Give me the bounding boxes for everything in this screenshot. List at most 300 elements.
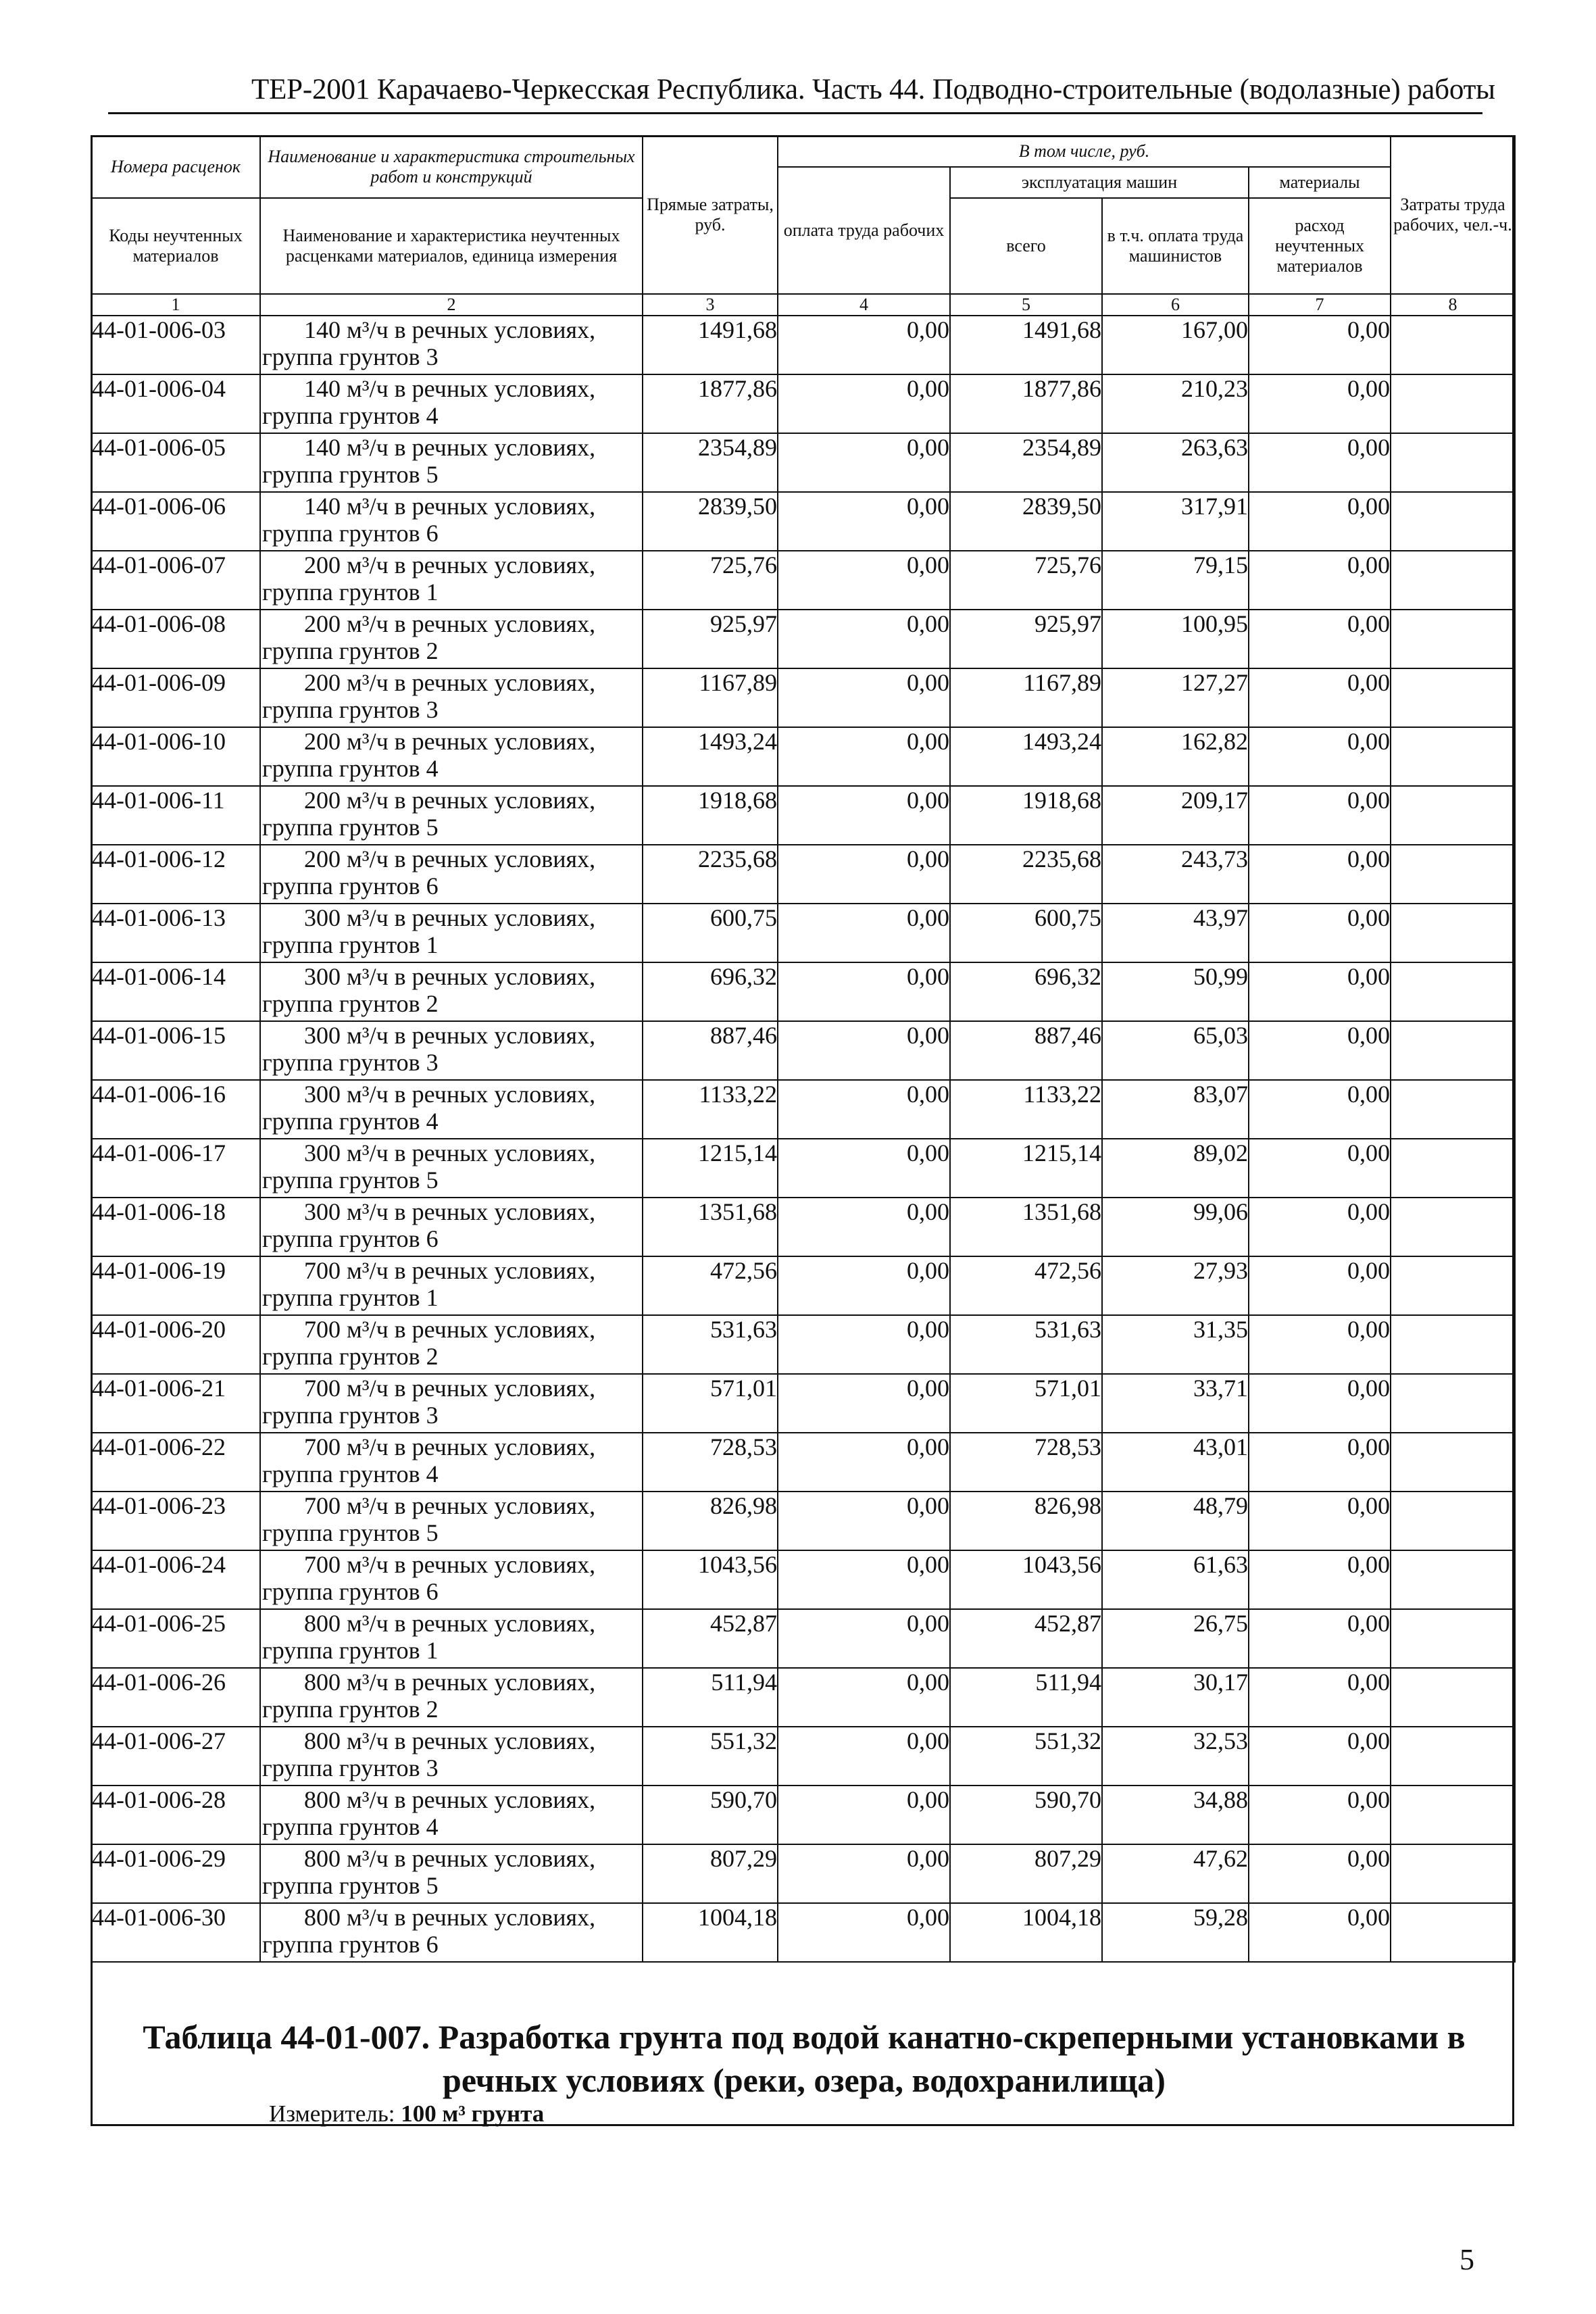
table-row (91, 786, 1515, 845)
direct-costs-value: 531,63 (643, 1315, 778, 1374)
work-description (260, 786, 643, 845)
worker-wages-value: 0,00 (778, 433, 950, 492)
header-rule (108, 112, 1482, 114)
capacity-text: 800 м³/ч в речных условиях, (304, 1845, 596, 1872)
meter-line (269, 2100, 544, 2127)
capacity-text: 800 м³/ч в речных условиях, (304, 1610, 596, 1637)
materials-value: 0,00 (1249, 1668, 1391, 1727)
machine-operation-value: 725,76 (950, 551, 1102, 610)
machine-operation-value: 472,56 (950, 1256, 1102, 1315)
rate-code: 44-01-006-24 (91, 1550, 260, 1609)
machinist-wages-value: 34,88 (1102, 1786, 1249, 1844)
labor-costs-value (1391, 1315, 1515, 1374)
rate-code: 44-01-006-10 (91, 727, 260, 786)
machinist-wages-value: 209,17 (1102, 786, 1249, 845)
labor-costs-value (1391, 845, 1515, 904)
capacity-text: 700 м³/ч в речных условиях, (304, 1433, 596, 1460)
labor-costs-value (1391, 1198, 1515, 1256)
header-rate-numbers: Номера расценок (91, 136, 260, 198)
direct-costs-value: 472,56 (643, 1256, 778, 1315)
materials-value: 0,00 (1249, 316, 1391, 374)
table-row (91, 610, 1515, 668)
rate-code: 44-01-006-30 (91, 1903, 260, 1962)
materials-value: 0,00 (1249, 433, 1391, 492)
rate-code: 44-01-006-28 (91, 1786, 260, 1844)
labor-costs-value (1391, 962, 1515, 1021)
labor-costs-value (1391, 1080, 1515, 1139)
soil-group-text: группа грунтов 5 (262, 1519, 439, 1546)
work-description (260, 1374, 643, 1433)
work-description (260, 1668, 643, 1727)
machine-operation-value: 1167,89 (950, 668, 1102, 727)
materials-value: 0,00 (1249, 786, 1391, 845)
machinist-wages-value: 100,95 (1102, 610, 1249, 668)
materials-value: 0,00 (1249, 1080, 1391, 1139)
rate-code: 44-01-006-18 (91, 1198, 260, 1256)
work-description (260, 1609, 643, 1668)
soil-group-text: группа грунтов 6 (262, 1225, 439, 1252)
machine-operation-value: 1351,68 (950, 1198, 1102, 1256)
table-row (91, 1433, 1515, 1492)
materials-value: 0,00 (1249, 1727, 1391, 1786)
machine-operation-value: 571,01 (950, 1374, 1102, 1433)
labor-costs-value (1391, 551, 1515, 610)
worker-wages-value: 0,00 (778, 1786, 950, 1844)
work-description (260, 1492, 643, 1550)
machine-operation-value: 452,87 (950, 1609, 1102, 1668)
machine-operation-value: 1004,18 (950, 1903, 1102, 1962)
rate-code: 44-01-006-19 (91, 1256, 260, 1315)
labor-costs-value (1391, 668, 1515, 727)
materials-value: 0,00 (1249, 1550, 1391, 1609)
worker-wages-value: 0,00 (778, 610, 950, 668)
capacity-text: 300 м³/ч в речных условиях, (304, 1022, 596, 1049)
capacity-text: 140 м³/ч в речных условиях, (304, 493, 596, 520)
soil-group-text: группа грунтов 1 (262, 1284, 439, 1311)
direct-costs-value: 590,70 (643, 1786, 778, 1844)
soil-group-text: группа грунтов 1 (262, 1637, 439, 1664)
worker-wages-value: 0,00 (778, 1844, 950, 1903)
materials-value: 0,00 (1249, 1492, 1391, 1550)
capacity-text: 700 м³/ч в речных условиях, (304, 1375, 596, 1402)
materials-value: 0,00 (1249, 727, 1391, 786)
machine-operation-value: 826,98 (950, 1492, 1102, 1550)
machinist-wages-value: 83,07 (1102, 1080, 1249, 1139)
labor-costs-value (1391, 727, 1515, 786)
direct-costs-value: 1351,68 (643, 1198, 778, 1256)
soil-group-text: группа грунтов 5 (262, 1872, 439, 1899)
materials-value: 0,00 (1249, 845, 1391, 904)
machine-operation-value: 1493,24 (950, 727, 1102, 786)
header-materials: материалы (1249, 167, 1391, 198)
table-row (91, 316, 1515, 374)
worker-wages-value: 0,00 (778, 1256, 950, 1315)
work-description (260, 1256, 643, 1315)
direct-costs-value: 511,94 (643, 1668, 778, 1727)
machinist-wages-value: 79,15 (1102, 551, 1249, 610)
soil-group-text: группа грунтов 4 (262, 755, 439, 782)
direct-costs-value: 1918,68 (643, 786, 778, 845)
column-number: 7 (1249, 294, 1391, 316)
soil-group-text: группа грунтов 2 (262, 1696, 439, 1723)
capacity-text: 700 м³/ч в речных условиях, (304, 1551, 596, 1578)
header-including: В том числе, руб. (778, 136, 1391, 167)
capacity-text: 800 м³/ч в речных условиях, (304, 1669, 596, 1696)
direct-costs-value: 1004,18 (643, 1903, 778, 1962)
capacity-text: 300 м³/ч в речных условиях, (304, 1139, 596, 1166)
work-description (260, 668, 643, 727)
direct-costs-value: 1877,86 (643, 374, 778, 433)
worker-wages-value: 0,00 (778, 492, 950, 551)
labor-costs-value (1391, 1609, 1515, 1668)
labor-costs-value (1391, 1668, 1515, 1727)
header-direct-costs: Прямые затраты, руб. (643, 136, 778, 294)
table-row (91, 1668, 1515, 1727)
header-machines-total: всего (950, 198, 1102, 294)
table-row (91, 1374, 1515, 1433)
header-machinist-wages: в т.ч. оплата труда машинистов (1102, 198, 1249, 294)
table-row (91, 1844, 1515, 1903)
labor-costs-value (1391, 1844, 1515, 1903)
direct-costs-value: 571,01 (643, 1374, 778, 1433)
worker-wages-value: 0,00 (778, 551, 950, 610)
work-description (260, 492, 643, 551)
labor-costs-value (1391, 492, 1515, 551)
capacity-text: 200 м³/ч в речных условиях, (304, 845, 596, 872)
column-number: 4 (778, 294, 950, 316)
machinist-wages-value: 27,93 (1102, 1256, 1249, 1315)
capacity-text: 200 м³/ч в речных условиях, (304, 610, 596, 637)
materials-value: 0,00 (1249, 904, 1391, 962)
rate-code: 44-01-006-04 (91, 374, 260, 433)
materials-value: 0,00 (1249, 1256, 1391, 1315)
machine-operation-value: 2839,50 (950, 492, 1102, 551)
table-row (91, 904, 1515, 962)
table-row (91, 1256, 1515, 1315)
materials-value: 0,00 (1249, 1021, 1391, 1080)
capacity-text: 300 м³/ч в речных условиях, (304, 1198, 596, 1225)
materials-value: 0,00 (1249, 1198, 1391, 1256)
rate-code: 44-01-006-26 (91, 1668, 260, 1727)
worker-wages-value: 0,00 (778, 316, 950, 374)
section-title: Таблица 44-01-007. Разработка грунта под водой канатно-скреперными установками в речных условиях (реки, озера, водохранилища) (143, 2018, 1466, 2099)
worker-wages-value: 0,00 (778, 1609, 950, 1668)
table-row (91, 492, 1515, 551)
materials-value: 0,00 (1249, 1433, 1391, 1492)
capacity-text: 300 м³/ч в речных условиях, (304, 963, 596, 990)
soil-group-text: группа грунтов 1 (262, 931, 439, 958)
rate-code: 44-01-006-13 (91, 904, 260, 962)
machinist-wages-value: 43,97 (1102, 904, 1249, 962)
table-row (91, 1315, 1515, 1374)
capacity-text: 200 м³/ч в речных условиях, (304, 787, 596, 814)
materials-value: 0,00 (1249, 1374, 1391, 1433)
machinist-wages-value: 50,99 (1102, 962, 1249, 1021)
header-machine-operation: эксплуатация машин (950, 167, 1249, 198)
machinist-wages-value: 243,73 (1102, 845, 1249, 904)
work-description (260, 374, 643, 433)
work-description (260, 845, 643, 904)
table-row (91, 433, 1515, 492)
machinist-wages-value: 33,71 (1102, 1374, 1249, 1433)
worker-wages-value: 0,00 (778, 374, 950, 433)
labor-costs-value (1391, 1256, 1515, 1315)
machine-operation-value: 1133,22 (950, 1080, 1102, 1139)
work-description (260, 962, 643, 1021)
machine-operation-value: 531,63 (950, 1315, 1102, 1374)
capacity-text: 700 м³/ч в речных условиях, (304, 1492, 596, 1519)
work-description (260, 727, 643, 786)
direct-costs-value: 551,32 (643, 1727, 778, 1786)
machinist-wages-value: 47,62 (1102, 1844, 1249, 1903)
materials-value: 0,00 (1249, 374, 1391, 433)
header-work-name: Наименование и характеристика строительных работ и конструкций (260, 136, 643, 198)
header-unaccounted-codes: Коды неучтенных материалов (91, 198, 260, 294)
materials-value: 0,00 (1249, 1786, 1391, 1844)
table-row (91, 727, 1515, 786)
worker-wages-value: 0,00 (778, 1492, 950, 1550)
direct-costs-value: 1491,68 (643, 316, 778, 374)
capacity-text: 140 м³/ч в речных условиях, (304, 434, 596, 461)
column-number: 6 (1102, 294, 1249, 316)
labor-costs-value (1391, 1903, 1515, 1962)
meter-value: 100 м³ грунта (401, 2100, 545, 2127)
rate-code: 44-01-006-21 (91, 1374, 260, 1433)
worker-wages-value: 0,00 (778, 1903, 950, 1962)
table-row (91, 1021, 1515, 1080)
machinist-wages-value: 210,23 (1102, 374, 1249, 433)
soil-group-text: группа грунтов 6 (262, 1931, 439, 1958)
machine-operation-value: 807,29 (950, 1844, 1102, 1903)
rate-code: 44-01-006-16 (91, 1080, 260, 1139)
work-description (260, 1433, 643, 1492)
direct-costs-value: 2839,50 (643, 492, 778, 551)
soil-group-text: группа грунтов 5 (262, 1166, 439, 1193)
direct-costs-value: 728,53 (643, 1433, 778, 1492)
rate-code: 44-01-006-03 (91, 316, 260, 374)
labor-costs-value (1391, 433, 1515, 492)
work-description (260, 1550, 643, 1609)
soil-group-text: группа грунтов 5 (262, 814, 439, 841)
table-row (91, 962, 1515, 1021)
work-description (260, 1080, 643, 1139)
rate-code: 44-01-006-29 (91, 1844, 260, 1903)
rate-code: 44-01-006-27 (91, 1727, 260, 1786)
labor-costs-value (1391, 1021, 1515, 1080)
table-row (91, 1492, 1515, 1550)
machine-operation-value: 2354,89 (950, 433, 1102, 492)
soil-group-text: группа грунтов 4 (262, 402, 439, 429)
capacity-text: 700 м³/ч в речных условиях, (304, 1257, 596, 1284)
work-description (260, 610, 643, 668)
capacity-text: 300 м³/ч в речных условиях, (304, 1081, 596, 1108)
worker-wages-value: 0,00 (778, 1668, 950, 1727)
page-number: 5 (1460, 2243, 1474, 2276)
capacity-text: 200 м³/ч в речных условиях, (304, 551, 596, 578)
capacity-text: 800 м³/ч в речных условиях, (304, 1904, 596, 1931)
soil-group-text: группа грунтов 1 (262, 578, 439, 606)
capacity-text: 700 м³/ч в речных условиях, (304, 1316, 596, 1343)
machine-operation-value: 1491,68 (950, 316, 1102, 374)
machine-operation-value: 728,53 (950, 1433, 1102, 1492)
direct-costs-value: 452,87 (643, 1609, 778, 1668)
rate-code: 44-01-006-12 (91, 845, 260, 904)
capacity-text: 800 м³/ч в речных условиях, (304, 1727, 596, 1754)
table-row (91, 1198, 1515, 1256)
worker-wages-value: 0,00 (778, 727, 950, 786)
worker-wages-value: 0,00 (778, 904, 950, 962)
table-row (91, 1139, 1515, 1198)
direct-costs-value: 2235,68 (643, 845, 778, 904)
table-row (91, 374, 1515, 433)
machine-operation-value: 2235,68 (950, 845, 1102, 904)
column-number: 2 (260, 294, 643, 316)
header-labor-costs: Затраты труда рабочих, чел.-ч. (1391, 136, 1515, 294)
machine-operation-value: 600,75 (950, 904, 1102, 962)
direct-costs-value: 725,76 (643, 551, 778, 610)
column-number-row (91, 294, 1515, 316)
soil-group-text: группа грунтов 4 (262, 1108, 439, 1135)
machine-operation-value: 925,97 (950, 610, 1102, 668)
machine-operation-value: 1877,86 (950, 374, 1102, 433)
machinist-wages-value: 59,28 (1102, 1903, 1249, 1962)
work-description (260, 1021, 643, 1080)
capacity-text: 200 м³/ч в речных условиях, (304, 728, 596, 755)
worker-wages-value: 0,00 (778, 668, 950, 727)
materials-value: 0,00 (1249, 610, 1391, 668)
worker-wages-value: 0,00 (778, 786, 950, 845)
meter-label: Измеритель: (269, 2100, 395, 2127)
labor-costs-value (1391, 1492, 1515, 1550)
materials-value: 0,00 (1249, 492, 1391, 551)
rate-code: 44-01-006-07 (91, 551, 260, 610)
machinist-wages-value: 89,02 (1102, 1139, 1249, 1198)
work-description (260, 316, 643, 374)
machinist-wages-value: 162,82 (1102, 727, 1249, 786)
machinist-wages-value: 127,27 (1102, 668, 1249, 727)
table-row (91, 1550, 1515, 1609)
materials-value: 0,00 (1249, 1139, 1391, 1198)
direct-costs-value: 600,75 (643, 904, 778, 962)
work-description (260, 1139, 643, 1198)
rate-code: 44-01-006-17 (91, 1139, 260, 1198)
soil-group-text: группа грунтов 2 (262, 1343, 439, 1370)
soil-group-text: группа грунтов 4 (262, 1813, 439, 1840)
machine-operation-value: 887,46 (950, 1021, 1102, 1080)
labor-costs-value (1391, 786, 1515, 845)
soil-group-text: группа грунтов 6 (262, 520, 439, 547)
worker-wages-value: 0,00 (778, 1433, 950, 1492)
table-row (91, 845, 1515, 904)
direct-costs-value: 925,97 (643, 610, 778, 668)
header-unaccounted-consumption: расход неучтенных материалов (1249, 198, 1391, 294)
labor-costs-value (1391, 1786, 1515, 1844)
rates-table-body (91, 316, 1515, 1962)
direct-costs-value: 696,32 (643, 962, 778, 1021)
materials-value: 0,00 (1249, 551, 1391, 610)
worker-wages-value: 0,00 (778, 1080, 950, 1139)
labor-costs-value (1391, 610, 1515, 668)
machinist-wages-value: 31,35 (1102, 1315, 1249, 1374)
materials-value: 0,00 (1249, 1609, 1391, 1668)
worker-wages-value: 0,00 (778, 1727, 950, 1786)
machinist-wages-value: 317,91 (1102, 492, 1249, 551)
soil-group-text: группа грунтов 3 (262, 696, 439, 723)
soil-group-text: группа грунтов 6 (262, 1578, 439, 1605)
materials-value: 0,00 (1249, 1315, 1391, 1374)
table-row (91, 668, 1515, 727)
rate-code: 44-01-006-09 (91, 668, 260, 727)
rate-code: 44-01-006-15 (91, 1021, 260, 1080)
soil-group-text: группа грунтов 6 (262, 872, 439, 900)
machine-operation-value: 551,32 (950, 1727, 1102, 1786)
machinist-wages-value: 263,63 (1102, 433, 1249, 492)
worker-wages-value: 0,00 (778, 1374, 950, 1433)
work-description (260, 1315, 643, 1374)
work-description (260, 1727, 643, 1786)
labor-costs-value (1391, 1550, 1515, 1609)
table-row (91, 1609, 1515, 1668)
work-description (260, 1198, 643, 1256)
machinist-wages-value: 32,53 (1102, 1727, 1249, 1786)
direct-costs-value: 1167,89 (643, 668, 778, 727)
materials-value: 0,00 (1249, 962, 1391, 1021)
machinist-wages-value: 99,06 (1102, 1198, 1249, 1256)
rate-code: 44-01-006-14 (91, 962, 260, 1021)
rate-code: 44-01-006-22 (91, 1433, 260, 1492)
table-row (91, 551, 1515, 610)
rate-code: 44-01-006-23 (91, 1492, 260, 1550)
running-header: ТЕР-2001 Карачаево-Черкесская Республика. Часть 44. Подводно-строительные (водолазные) работы (251, 74, 1495, 105)
labor-costs-value (1391, 1433, 1515, 1492)
direct-costs-value: 2354,89 (643, 433, 778, 492)
table-row (91, 1727, 1515, 1786)
work-description (260, 904, 643, 962)
rate-code: 44-01-006-05 (91, 433, 260, 492)
capacity-text: 800 м³/ч в речных условиях, (304, 1786, 596, 1813)
labor-costs-value (1391, 904, 1515, 962)
rate-code: 44-01-006-20 (91, 1315, 260, 1374)
machine-operation-value: 696,32 (950, 962, 1102, 1021)
worker-wages-value: 0,00 (778, 1550, 950, 1609)
labor-costs-value (1391, 1374, 1515, 1433)
materials-value: 0,00 (1249, 668, 1391, 727)
direct-costs-value: 807,29 (643, 1844, 778, 1903)
labor-costs-value (1391, 1139, 1515, 1198)
materials-value: 0,00 (1249, 1844, 1391, 1903)
labor-costs-value (1391, 316, 1515, 374)
work-description (260, 1844, 643, 1903)
soil-group-text: группа грунтов 2 (262, 990, 439, 1017)
column-number: 5 (950, 294, 1102, 316)
machine-operation-value: 1043,56 (950, 1550, 1102, 1609)
direct-costs-value: 1493,24 (643, 727, 778, 786)
machine-operation-value: 590,70 (950, 1786, 1102, 1844)
soil-group-text: группа грунтов 3 (262, 343, 439, 370)
column-number: 8 (1391, 294, 1515, 316)
labor-costs-value (1391, 374, 1515, 433)
capacity-text: 200 м³/ч в речных условиях, (304, 669, 596, 696)
machinist-wages-value: 30,17 (1102, 1668, 1249, 1727)
rate-code: 44-01-006-25 (91, 1609, 260, 1668)
direct-costs-value: 887,46 (643, 1021, 778, 1080)
rate-code: 44-01-006-11 (91, 786, 260, 845)
direct-costs-value: 1133,22 (643, 1080, 778, 1139)
machinist-wages-value: 61,63 (1102, 1550, 1249, 1609)
machine-operation-value: 1918,68 (950, 786, 1102, 845)
soil-group-text: группа грунтов 5 (262, 461, 439, 488)
capacity-text: 300 м³/ч в речных условиях, (304, 904, 596, 931)
